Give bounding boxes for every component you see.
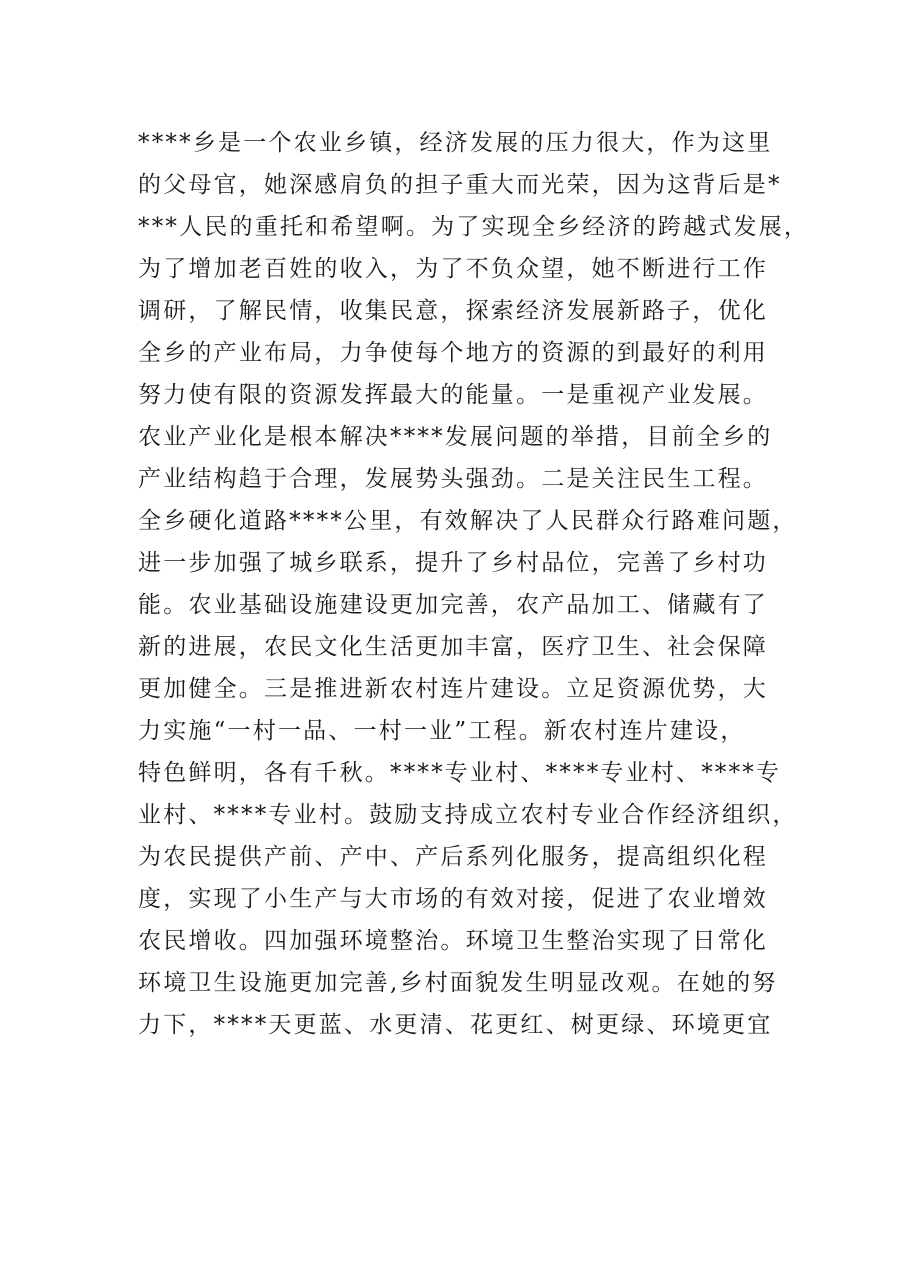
text-line: 环境卫生设施更加完善,乡村面貌发生明显改观。在她的努 [138,970,778,996]
text-line: 进一步加强了城乡联系，提升了乡村品位，完善了乡村功 [138,550,768,576]
text-line: ****乡是一个农业乡镇，经济发展的压力很大，作为这里 [138,130,773,156]
text-line: 度，实现了小生产与大市场的有效对接，促进了农业增效 [138,886,768,912]
text-line: ***人民的重托和希望啊。为了实现全乡经济的跨越式发展， [138,214,810,240]
text-line: 为了增加老百姓的收入，为了不负众望，她不断进行工作 [138,256,768,282]
text-line: 努力使有限的资源发挥最大的能量。一是重视产业发展。 [138,382,768,408]
text-line: 调研，了解民情，收集民意，探索经济发展新路子，优化 [138,298,768,324]
text-line: 全乡的产业布局，力争使每个地方的资源的到最好的利用 [138,340,768,366]
text-line: 全乡硬化道路****公里，有效解决了人民群众行路难问题， [138,508,798,534]
text-line: 农业产业化是根本解决****发展问题的举措，目前全乡的 [138,424,773,450]
body-paragraph [138,122,810,1046]
text-line: 力实施“一村一品、一村一业”工程。新农村连片建设， [138,718,746,744]
text-line: 特色鲜明，各有千秋。****专业村、****专业村、****专 [138,760,782,786]
text-line: 更加健全。三是推进新农村连片建设。立足资源优势，大 [138,676,768,702]
text-line: 的父母官，她深感肩负的担子重大而光荣，因为这背后是* [138,172,782,198]
text-line: 力下，****天更蓝、水更清、花更红、树更绿、环境更宜 [138,1012,773,1038]
text-line: 业村、****专业村。鼓励支持成立农村专业合作经济组织， [138,802,798,828]
text-line: 产业结构趋于合理，发展势头强劲。二是关注民生工程。 [138,466,768,492]
text-line: 新的进展，农民文化生活更加丰富，医疗卫生、社会保障 [138,634,768,660]
text-line: 为农民提供产前、产中、产后系列化服务，提高组织化程 [138,844,768,870]
text-line: 能。农业基础设施建设更加完善，农产品加工、储藏有了 [138,592,768,618]
text-line: 农民增收。四加强环境整治。环境卫生整治实现了日常化 [138,928,768,954]
